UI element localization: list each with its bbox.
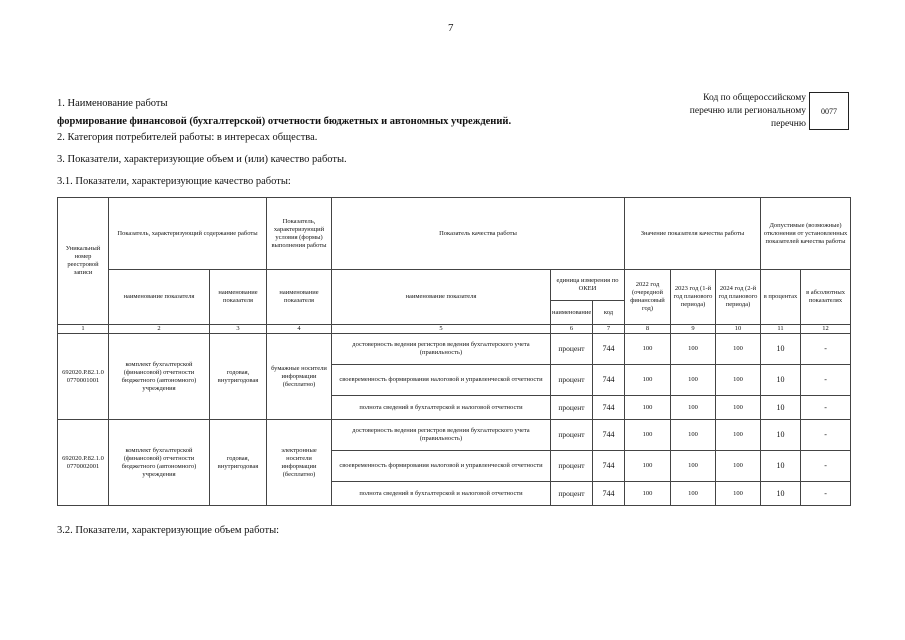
periodicity-value: годовая, внутригодовая (210, 420, 267, 506)
value-2022: 100 (625, 451, 671, 482)
deviation-absolute: - (801, 482, 851, 506)
header-unit: единица измерения по ОКЕИ (551, 270, 625, 301)
work-name: формирование финансовой (бухгалтерской) отчетности бюджетных и автономных учреждений. (57, 116, 512, 127)
value-2024: 100 (716, 365, 761, 396)
header-unit-code: код (593, 301, 625, 325)
deviation-percent: 10 (761, 396, 801, 420)
unit-name: процент (551, 420, 593, 451)
deviation-percent: 10 (761, 365, 801, 396)
header-unit-name: наименование (551, 301, 593, 325)
col-number: 6 (551, 325, 593, 334)
deviation-absolute: - (801, 334, 851, 365)
form-value: бумажные носители информации (бесплатно) (267, 334, 332, 420)
header-name-indicator: наименование показателя (267, 270, 332, 325)
header-in-absolute: в абсолютных показателях (801, 270, 851, 325)
value-2022: 100 (625, 420, 671, 451)
deviation-percent: 10 (761, 420, 801, 451)
header-content-indicator: Показатель, характеризующий содержание работы (109, 198, 267, 270)
table-row (58, 420, 851, 451)
header-conditions-indicator: Показатель, характеризующий условия (формы) выполнения работы (267, 198, 332, 270)
section-3: 3. Показатели, характеризующие объем и (или) качество работы. (57, 154, 347, 165)
value-2024: 100 (716, 420, 761, 451)
col-number: 2 (109, 325, 210, 334)
periodicity-value: годовая, внутригодовая (210, 334, 267, 420)
header-quality-value: Значение показателя качества работы (625, 198, 761, 270)
unit-code: 744 (593, 334, 625, 365)
quality-table (57, 197, 851, 506)
unit-name: процент (551, 365, 593, 396)
unit-code: 744 (593, 396, 625, 420)
value-2023: 100 (671, 451, 716, 482)
indicator-name: достоверность ведения регистров ведения бухгалтерского учета (правильность) (332, 420, 551, 451)
header-name-indicator: наименование показателя (332, 270, 551, 325)
header-year-2022: 2022 год (очередной финансовый год) (625, 270, 671, 325)
header-year-2023: 2023 год (1-й год планового периода) (671, 270, 716, 325)
content-value: комплект бухгалтерской (финансовой) отчетности бюджетного (автономного) учреждения (109, 420, 210, 506)
value-2022: 100 (625, 334, 671, 365)
header-unique-number: Уникальный номер реестровой записи (58, 198, 109, 325)
unit-code: 744 (593, 365, 625, 396)
header-year-2024: 2024 год (2-й год планового периода) (716, 270, 761, 325)
value-2024: 100 (716, 396, 761, 420)
unit-name: процент (551, 396, 593, 420)
code-label (668, 92, 806, 131)
indicator-name: своевременность формирования налоговой и управленческой отчетности (332, 365, 551, 396)
col-number: 11 (761, 325, 801, 334)
col-number: 9 (671, 325, 716, 334)
registry-number: 692020.Р.82.1.0 0770001001 (58, 334, 109, 420)
indicator-name: достоверность ведения регистров ведения бухгалтерского учета (правильность) (332, 334, 551, 365)
section-3-2: 3.2. Показатели, характеризующие объем работы: (57, 525, 280, 536)
col-number: 7 (593, 325, 625, 334)
code-value: 0077 (821, 106, 837, 116)
content-value: комплект бухгалтерской (финансовой) отчетности бюджетного (автономного) учреждения (109, 334, 210, 420)
code-label-line: Код по общероссийскому (703, 93, 806, 103)
code-label-line: перечню или региональному (689, 106, 806, 116)
unit-name: процент (551, 482, 593, 506)
unit-name: процент (551, 334, 593, 365)
value-2022: 100 (625, 365, 671, 396)
header-name-indicator: наименование показателя (210, 270, 267, 325)
page-number: 7 (448, 22, 454, 34)
header-deviations: Допустимые (возможные) отклонения от установленных показателей качества работы (761, 198, 851, 270)
registry-number: 692020.Р.82.1.0 0770002001 (58, 420, 109, 506)
value-2023: 100 (671, 396, 716, 420)
col-number: 4 (267, 325, 332, 334)
col-number: 3 (210, 325, 267, 334)
value-2022: 100 (625, 396, 671, 420)
value-2024: 100 (716, 451, 761, 482)
deviation-percent: 10 (761, 334, 801, 365)
value-2023: 100 (671, 420, 716, 451)
unit-code: 744 (593, 451, 625, 482)
col-number: 5 (332, 325, 551, 334)
section-3-1: 3.1. Показатели, характеризующие качество работы: (57, 176, 291, 187)
header-quality-indicator: Показатель качества работы (332, 198, 625, 270)
header-name-indicator: наименование показателя (109, 270, 210, 325)
table-row (58, 334, 851, 365)
deviation-absolute: - (801, 396, 851, 420)
value-2023: 100 (671, 365, 716, 396)
form-value: электронные носители информации (бесплатно) (267, 420, 332, 506)
deviation-absolute: - (801, 420, 851, 451)
indicator-name: полнота сведений в бухгалтерской и налоговой отчетности (332, 482, 551, 506)
indicator-name: своевременность формирования налоговой и управленческой отчетности (332, 451, 551, 482)
col-number: 10 (716, 325, 761, 334)
deviation-absolute: - (801, 451, 851, 482)
section-2: 2. Категория потребителей работы: в интересах общества. (57, 132, 318, 143)
value-2024: 100 (716, 334, 761, 365)
header-in-percent: в процентах (761, 270, 801, 325)
indicator-name: полнота сведений в бухгалтерской и налоговой отчетности (332, 396, 551, 420)
deviation-absolute: - (801, 365, 851, 396)
section-1-label: 1. Наименование работы (57, 98, 168, 109)
code-label-line: перечню (771, 119, 806, 129)
col-number: 8 (625, 325, 671, 334)
value-2022: 100 (625, 482, 671, 506)
code-box (809, 92, 849, 130)
unit-code: 744 (593, 420, 625, 451)
unit-name: процент (551, 451, 593, 482)
col-number: 1 (58, 325, 109, 334)
value-2023: 100 (671, 334, 716, 365)
deviation-percent: 10 (761, 482, 801, 506)
col-number: 12 (801, 325, 851, 334)
value-2023: 100 (671, 482, 716, 506)
value-2024: 100 (716, 482, 761, 506)
unit-code: 744 (593, 482, 625, 506)
deviation-percent: 10 (761, 451, 801, 482)
